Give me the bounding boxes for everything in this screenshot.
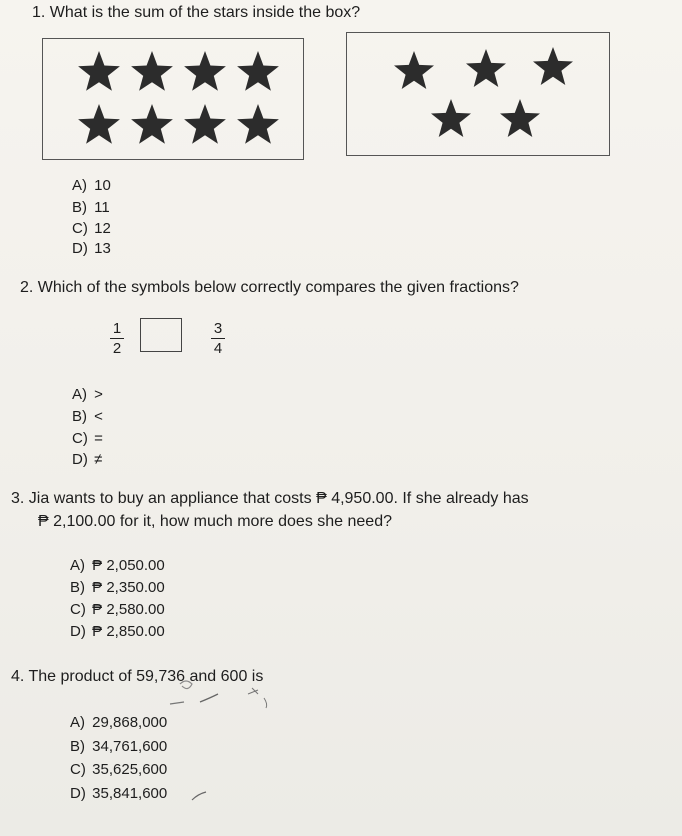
left-box-star-6 bbox=[184, 104, 226, 144]
left-box-star-5 bbox=[131, 104, 173, 144]
pencil-scribble-marks bbox=[160, 676, 290, 716]
right-box-star-4 bbox=[500, 99, 540, 137]
left-box-star-7 bbox=[237, 104, 279, 144]
right-box-star-2 bbox=[533, 47, 573, 85]
q1-option-a[interactable]: A) 10 bbox=[72, 177, 111, 194]
q3-option-b[interactable]: B) ₱ 2,350.00 bbox=[70, 579, 165, 596]
q4-option-a[interactable]: A) 29,868,000 bbox=[70, 714, 168, 731]
left-box-star-0 bbox=[78, 51, 120, 91]
question-1-text: 1. What is the sum of the stars inside the box? bbox=[32, 4, 361, 21]
question-3-line-1: 3. Jia wants to buy an appliance that costs ₱ 4,950.00. If she already has bbox=[11, 490, 529, 507]
fraction-left-denominator: 2 bbox=[112, 340, 122, 357]
q2-option-d[interactable]: D) ≠ bbox=[72, 451, 103, 468]
right-box-star-1 bbox=[466, 49, 506, 87]
fraction-right-numerator: 3 bbox=[213, 320, 223, 337]
star-group-left bbox=[42, 38, 304, 160]
fraction-right bbox=[211, 320, 225, 357]
q3-option-d[interactable]: D) ₱ 2,850.00 bbox=[70, 623, 165, 640]
q1-option-d[interactable]: D) 13 bbox=[72, 240, 111, 257]
q2-option-b[interactable]: B) < bbox=[72, 408, 103, 425]
comparison-blank-box[interactable] bbox=[140, 318, 182, 352]
star-group-right bbox=[346, 32, 610, 156]
q4-option-c[interactable]: C) 35,625,600 bbox=[70, 761, 168, 778]
q4-option-d[interactable]: D) 35,841,600 bbox=[70, 785, 168, 802]
left-box-star-3 bbox=[237, 51, 279, 91]
q2-option-a[interactable]: A) > bbox=[72, 386, 103, 403]
right-box-star-0 bbox=[394, 51, 434, 89]
left-box-star-4 bbox=[78, 104, 120, 144]
left-box-star-2 bbox=[184, 51, 226, 91]
left-box-star-1 bbox=[131, 51, 173, 91]
q2-option-c[interactable]: C) = bbox=[72, 430, 103, 447]
q4-option-b[interactable]: B) 34,761,600 bbox=[70, 738, 168, 755]
pencil-tick-mark bbox=[190, 790, 210, 804]
q3-option-c[interactable]: C) ₱ 2,580.00 bbox=[70, 601, 165, 618]
q1-option-b[interactable]: B) 11 bbox=[72, 199, 110, 216]
q1-option-c[interactable]: C) 12 bbox=[72, 220, 111, 237]
q3-option-a[interactable]: A) ₱ 2,050.00 bbox=[70, 557, 165, 574]
question-3-line-2: ₱ 2,100.00 for it, how much more does she need? bbox=[38, 513, 392, 530]
right-box-star-3 bbox=[431, 99, 471, 137]
fraction-right-denominator: 4 bbox=[213, 340, 223, 357]
fraction-left-numerator: 1 bbox=[112, 320, 122, 337]
question-4-text: 4. The product of 59,736 and 600 is bbox=[11, 668, 264, 685]
question-2-text: 2. Which of the symbols below correctly compares the given fractions? bbox=[20, 279, 519, 296]
fraction-left bbox=[110, 320, 124, 357]
